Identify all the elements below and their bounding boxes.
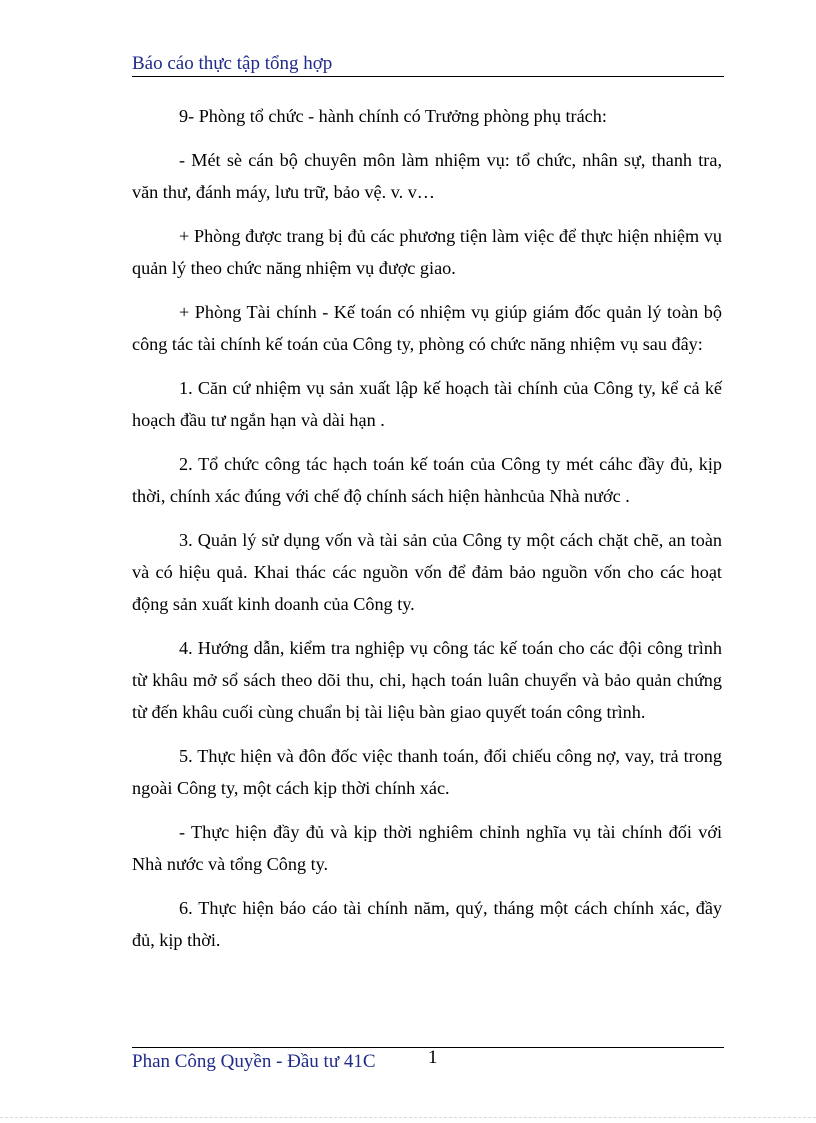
footer-author: Phan Công Quyền - Đầu tư 41C bbox=[132, 1051, 376, 1072]
page-number: 1 bbox=[428, 1047, 438, 1068]
paragraph-5: 1. Căn cứ nhiệm vụ sản xuất lập kế hoạch tài chính của Công ty, kể cả kế hoạch đầu tư ngắn hạn và dài hạn . bbox=[132, 378, 722, 430]
page-boundary bbox=[0, 1117, 816, 1118]
paragraph-1: 9- Phòng tổ chức - hành chính có Trưởng phòng phụ trách: bbox=[179, 106, 607, 126]
paragraph-10: - Thực hiện đầy đủ và kịp thời nghiêm chỉnh nghĩa vụ tài chính đối với Nhà nước và tổng Công ty. bbox=[132, 822, 722, 874]
paragraph-11: 6. Thực hiện báo cáo tài chính năm, quý, tháng một cách chính xác, đầy đủ, kịp thời. bbox=[132, 898, 722, 950]
paragraph-8: 4. Hướng dẫn, kiểm tra nghiệp vụ công tác kế toán cho các đội công trình từ khâu mở sổ sách theo dõi thu, chi, hạch toán luân chuyển và bảo quản chứng từ đến khâu cuối cùng chuẩn bị tài liệu bàn giao quyết toán công trình. bbox=[132, 638, 722, 722]
paragraph-3: + Phòng được trang bị đủ các phương tiện làm việc để thực hiện nhiệm vụ quản lý theo chức năng nhiệm vụ được giao. bbox=[132, 226, 722, 278]
page-header bbox=[132, 52, 724, 77]
paragraph-4: + Phòng Tài chính - Kế toán có nhiệm vụ giúp giám đốc quản lý toàn bộ công tác tài chính kế toán của Công ty, phòng có chức năng nhiệm vụ sau đây: bbox=[132, 302, 722, 354]
paragraph-7: 3. Quản lý sử dụng vốn và tài sản của Công ty một cách chặt chẽ, an toàn và có hiệu quả. Khai thác các nguồn vốn để đảm bảo nguồn vốn cho các hoạt động sản xuất kinh doanh của Công ty. bbox=[132, 530, 722, 614]
document-body bbox=[132, 100, 722, 968]
paragraph-9: 5. Thực hiện và đôn đốc việc thanh toán, đối chiếu công nợ, vay, trả trong ngoài Công ty, một cách kịp thời chính xác. bbox=[132, 746, 722, 798]
header-title: Báo cáo thực tập tổng hợp bbox=[132, 53, 333, 74]
page-footer bbox=[132, 1047, 724, 1078]
paragraph-6: 2. Tổ chức công tác hạch toán kế toán của Công ty mét cáhc đầy đủ, kịp thời, chính xác đúng với chế độ chính sách hiện hànhcủa Nhà nước . bbox=[132, 454, 722, 506]
paragraph-2: - Mét sè cán bộ chuyên môn làm nhiệm vụ: tổ chức, nhân sự, thanh tra, văn thư, đánh máy, lưu trữ, bảo vệ. v. v… bbox=[132, 150, 722, 202]
